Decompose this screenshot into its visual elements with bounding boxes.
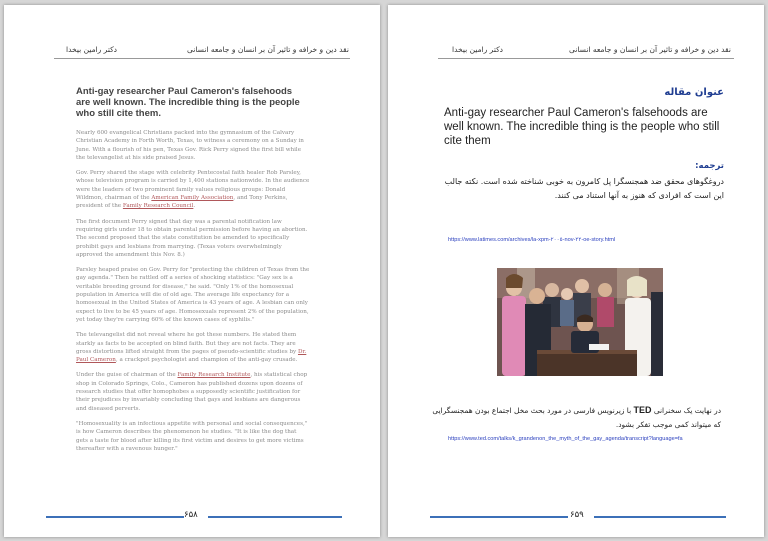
- footer-line-left: [430, 516, 568, 518]
- translation-label: ترجمه:: [695, 161, 724, 171]
- header-title: نقد دین و خرافه و تاثیر آن بر انسان و جامعه انسانی: [569, 45, 731, 54]
- source-url-ted[interactable]: https://www.ted.com/talks/k_grandenon_the_myth_of_the_gay_agenda/transcript?language=fa: [448, 436, 683, 442]
- article-paragraph: The televangelist did not reveal where he got these numbers. He stated them starkly as facts to be accepted on blind faith. But they are not facts. They are gross distortions lifted straight from the pages of pseudo-scientific studies by Dr. Paul Cameron, a crackpot psychologist and champion of the anti-gay crusade.: [76, 332, 307, 364]
- article-paragraph: Gov. Perry shared the stage with celebrity Pentecostal faith healer Rob Parsley, whose television program is carried by 1,400 stations nationwide. In the audience were the leaders of two prominent family values religious groups: Donald Wildmon, chairman of the American Family Association, and Tony Perkins, president of the Family Research Council.: [76, 170, 310, 210]
- english-title: Anti-gay researcher Paul Cameron's falsehoods are well known. The incredible thing is the people who still cite them: [444, 107, 720, 147]
- link-family-research-institute[interactable]: Family Research Institute: [177, 372, 251, 379]
- article-paragraph: "Homosexuality is an infectious appetite with personal and social consequences," is how Cameron describes the phenomenon he studies. "It is like the dog that gets a taste for blood after killing its first victim and desires to get more victims thereafter with a ravenous hunger.": [76, 420, 308, 452]
- article-paragraph: The first document Perry signed that day was a parental notification law requiring girls under 18 to obtain parental permission before having an abortion. The second proposed that the state constitution be amended to specifically prohibit gays and lesbians from marrying. (Texas voters overwhelmingly approved the amendment this Nov. 8.): [76, 218, 308, 258]
- link-dr-paul-cameron[interactable]: Dr. Paul Cameron: [76, 348, 307, 364]
- footer-line-left: [46, 516, 184, 518]
- link-american-family-association[interactable]: American Family Association: [151, 195, 234, 202]
- article-paragraph: Parsley heaped praise on Gov. Perry for "protecting the children of Texas from the gay agenda." Then he rattled off a series of shocking statistics: "Gay sex is a veritable breeding ground for disease," he said. "Only 1% of the homosexual population in America will die of old age. The average life expectancy for a homosexual in the United States of America is 43 years of age. A lesbian can only expect to live to be 45 years of age. Homosexuals represent 2% of the population, yet today they're carrying 60% of the known cases of syphilis.": [76, 267, 310, 323]
- ted-talk-text: در نهایت یک سخنرانی TED با زیرنویس فارسی در مورد بحث مخل اجتماع بودن همجنسگرایی که میتواند کمی موجب تفکر بشود.: [432, 405, 721, 429]
- page-number: ۶۵۸: [184, 510, 198, 520]
- header-author: دکتر رامین بیخدا: [452, 45, 503, 54]
- article-body: [76, 129, 310, 460]
- article-title: Anti-gay researcher Paul Cameron's falsehoods are well known. The incredible thing is the people who still cite them.: [76, 86, 300, 119]
- header-divider: [438, 58, 734, 59]
- right-page: [388, 5, 764, 537]
- article-paragraph: Under the guise of chairman of the Family Research Institute, his statistical chop shop in Colorado Springs, Colo., Cameron has published dozens upon dozens of research studies that offer homophobes a supposedly scientific justification for their prejudices by invariably concluding that gays and lesbians are dangerous and diseased perverts.: [76, 372, 308, 412]
- footer-line-right: [208, 516, 342, 518]
- ted-word: TED: [633, 405, 652, 415]
- bill-signing-photo: [497, 268, 663, 376]
- article-paragraph: Nearly 600 evangelical Christians packed into the gymnasium of the Calvary Christian Academy in Forth Worth, Texas, to witness a ceremony on a Sunday in June. With a flourish of his pen, Texas Gov. Rick Perry signed the first bill while the televangelist at his side praised Jesus.: [76, 130, 304, 161]
- footer-line-right: [594, 516, 726, 518]
- link-family-research-council[interactable]: Family Research Council: [122, 203, 194, 210]
- translation-text: دروغگوهای محقق ضد همجنسگرا پل کامرون به خوبی شناخته شده است. نکته جالب این است که افرادی که هنوز به آنها استناد می کنند.: [444, 177, 724, 200]
- header-divider: [54, 58, 350, 59]
- header-author: دکتر رامین بیخدا: [66, 45, 117, 54]
- source-url-latimes[interactable]: https://www.latimes.com/archives/la-xpm-٢٠٠٥-nov-٢٢-oe-story.html: [448, 237, 616, 243]
- section-heading: عنوان مقاله: [664, 87, 724, 98]
- header-title: نقد دین و خرافه و تاثیر آن بر انسان و جامعه انسانی: [187, 45, 349, 54]
- left-page: [4, 5, 380, 537]
- page-number: ۶۵۹: [570, 510, 584, 520]
